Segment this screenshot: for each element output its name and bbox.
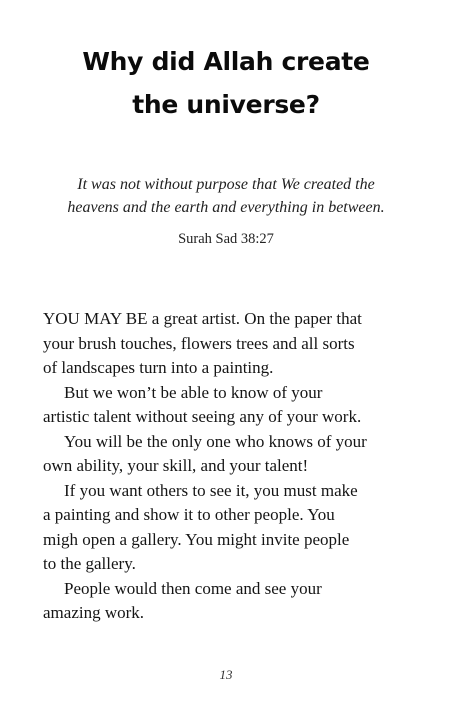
- quote-citation: Surah Sad 38:27: [178, 231, 274, 247]
- title-line-2: the universe?: [132, 90, 320, 119]
- body-line: a painting and show it to other people. You: [43, 505, 335, 524]
- body-line: You will be the only one who knows of your: [64, 431, 367, 451]
- body-line: YOU MAY BE a great artist. On the paper that: [43, 309, 362, 328]
- body-line: own ability, your skill, and your talent!: [43, 456, 309, 475]
- quote-line-2: heavens and the earth and everything in between.: [67, 199, 385, 216]
- quote-line-1: It was not without purpose that We created the: [77, 176, 375, 193]
- body-line: to the gallery.: [43, 554, 136, 573]
- page-title: [0, 40, 452, 126]
- body-line: amazing work.: [43, 603, 145, 622]
- quran-quote: [30, 173, 422, 219]
- body-line: migh open a gallery. You might invite people: [43, 529, 350, 549]
- body-line: artistic talent without seeing any of your work.: [43, 407, 362, 426]
- body-line: your brush touches, flowers trees and all sorts: [43, 333, 355, 353]
- page-number: 13: [219, 667, 233, 682]
- body-line: If you want others to see it, you must make: [64, 480, 358, 500]
- title-line-1: Why did Allah create: [82, 47, 370, 76]
- body-line: of landscapes turn into a painting.: [43, 358, 274, 377]
- body-text: [43, 307, 423, 626]
- body-line: But we won’t be able to know of your: [64, 382, 323, 402]
- body-line: People would then come and see your: [64, 578, 322, 598]
